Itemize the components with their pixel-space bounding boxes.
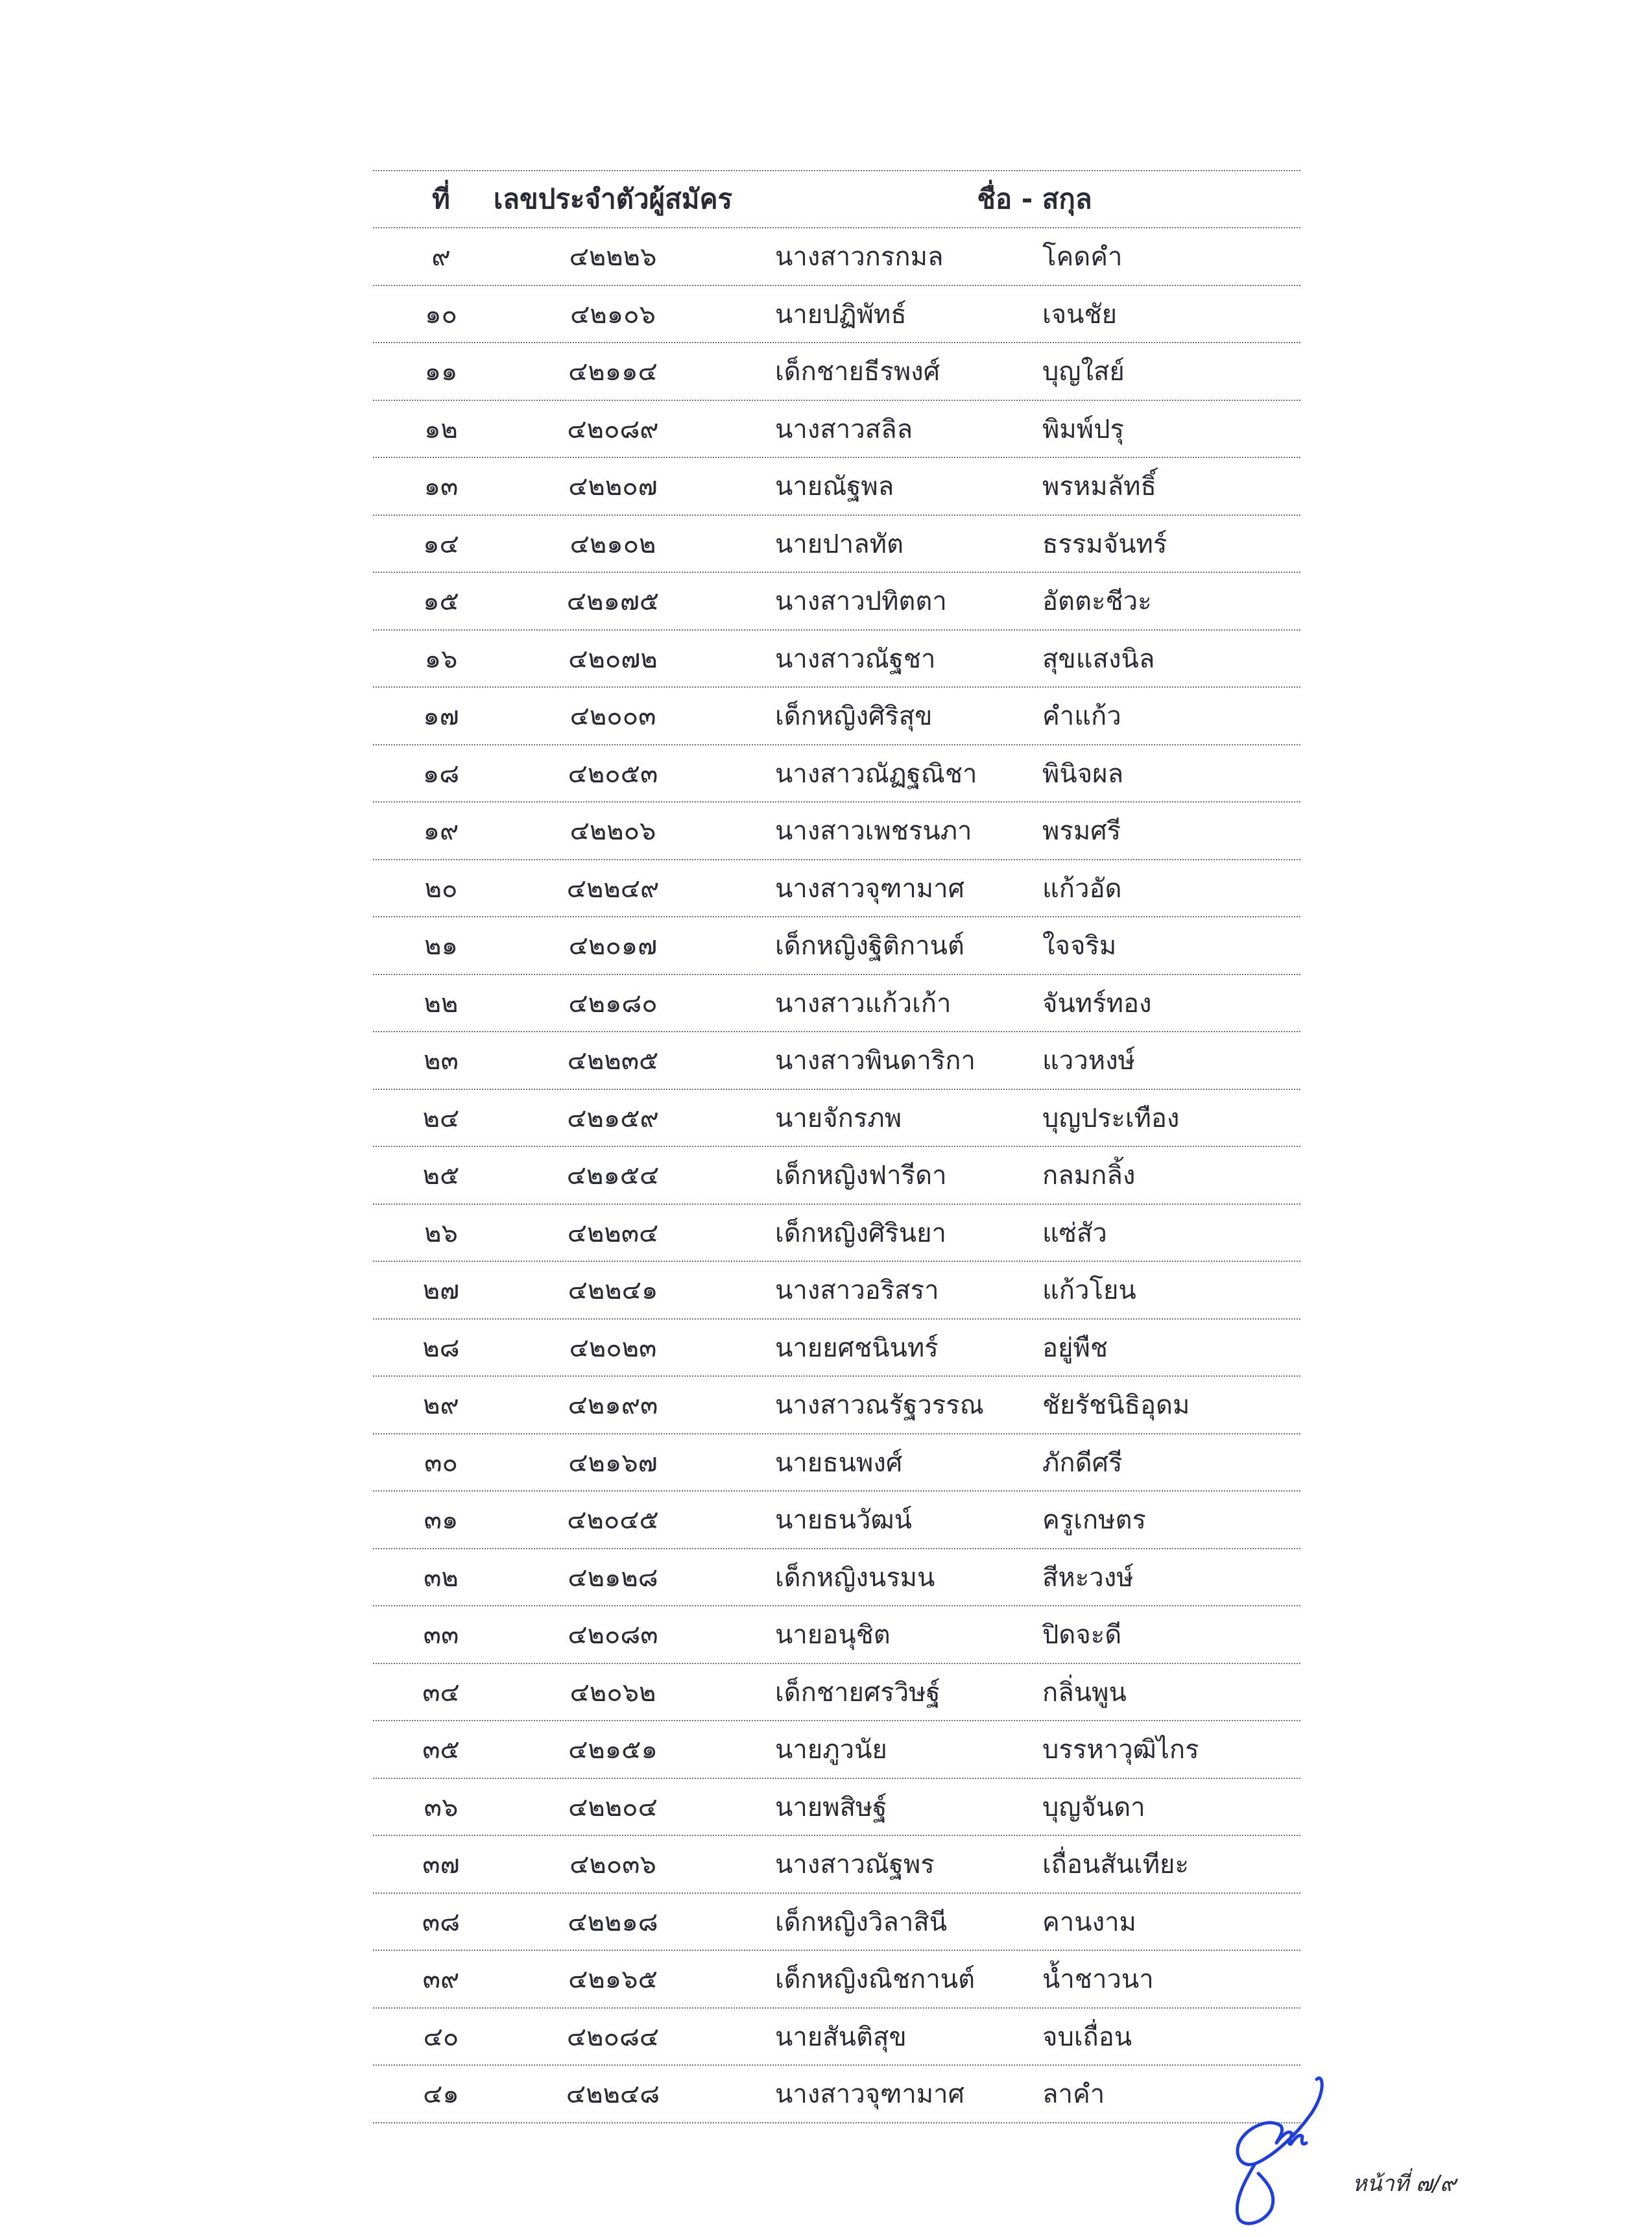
table-row [373, 401, 1300, 459]
page-number: หน้าที่ ๗/๙ [1352, 2171, 1456, 2197]
row-applicant-id: ๔๒๑๘๐ [568, 988, 658, 1019]
row-first-name: นายธนวัฒน์ [775, 1505, 912, 1536]
row-first-name: นางสาวแก้วเก้า [775, 988, 952, 1019]
row-last-name: พิมพ์ปรุ [1042, 414, 1124, 444]
row-last-name: แววหงษ์ [1042, 1046, 1135, 1076]
row-last-name: อยู่พืช [1042, 1333, 1108, 1363]
table-row [373, 1836, 1300, 1894]
table-row [373, 1951, 1300, 2009]
row-applicant-id: ๔๒๑๑๔ [568, 357, 658, 387]
row-first-name: นายธนพงศ์ [775, 1447, 903, 1478]
row-last-name: น้ำชาวนา [1042, 1965, 1154, 1995]
row-first-name: นายพสิษฐ์ [775, 1792, 887, 1822]
row-first-name: เด็กหญิงณิชกานต์ [775, 1965, 976, 1995]
row-first-name: นายจักรภพ [775, 1103, 902, 1133]
row-number: ๒๒ [424, 988, 459, 1019]
table-header [373, 171, 1300, 228]
row-first-name: นางสาวณัฐพร [775, 1850, 935, 1880]
row-applicant-id: ๔๒๑๕๙ [567, 1103, 659, 1133]
row-first-name: เด็กหญิงวิลาสินี [775, 1907, 948, 1937]
row-first-name: เด็กชายศรวิษฐ์ [775, 1677, 940, 1708]
row-applicant-id: ๔๒๑๕๔ [566, 1161, 660, 1191]
row-last-name: เจนชัย [1042, 299, 1118, 330]
row-number: ๓๙ [422, 1965, 460, 1995]
row-number: ๒๔ [422, 1103, 460, 1133]
row-first-name: นางสาวจุฑามาศ [775, 873, 964, 904]
row-applicant-id: ๔๒๐๗๒ [568, 644, 658, 674]
applicant-table [373, 170, 1300, 2123]
row-applicant-id: ๔๒๐๘๓ [568, 1620, 658, 1651]
row-first-name: นางสาวจุฑามาศ [775, 2079, 964, 2110]
signature [1219, 2066, 1349, 2229]
row-last-name: ใจจริม [1042, 931, 1117, 961]
row-last-name: กลมกลิ้ง [1042, 1161, 1136, 1191]
row-last-name: คำแก้ว [1042, 701, 1121, 732]
row-applicant-id: ๔๒๑๙๓ [568, 1390, 658, 1421]
row-number: ๓๓ [423, 1620, 459, 1651]
table-row [373, 975, 1300, 1033]
table-row [373, 1032, 1300, 1090]
row-last-name: แก้วโยน [1042, 1276, 1136, 1306]
table-row [373, 1377, 1300, 1434]
row-last-name: ชัยรัชนิธิอุดม [1042, 1390, 1190, 1421]
row-first-name: เด็กหญิงฐิติกานต์ [775, 931, 964, 961]
row-first-name: นางสาวพินดาริกา [775, 1046, 976, 1076]
table-row [373, 1205, 1300, 1263]
row-number: ๒๑ [424, 931, 458, 961]
row-applicant-id: ๔๒๐๐๓ [569, 701, 656, 732]
row-applicant-id: ๔๒๐๑๗ [568, 931, 658, 961]
row-number: ๒๓ [424, 1046, 459, 1076]
table-row [373, 1664, 1300, 1722]
row-number: ๑๑ [424, 357, 458, 387]
row-applicant-id: ๔๒๒๔๑ [568, 1276, 658, 1306]
row-last-name: พรหมลัทธิ์ [1042, 472, 1156, 502]
row-applicant-id: ๔๒๐๖๒ [569, 1677, 656, 1708]
row-last-name: ลาคำ [1042, 2079, 1105, 2110]
row-first-name: เด็กชายธีรพงศ์ [775, 357, 940, 387]
row-first-name: นางสาวณัฏฐณิชา [775, 758, 977, 789]
row-first-name: นางสาวกรกมล [775, 242, 944, 272]
row-number: ๓๖ [424, 1792, 459, 1822]
row-last-name: ปิดจะดี [1042, 1620, 1122, 1651]
row-last-name: อัตตะชีวะ [1042, 586, 1152, 617]
table-row [373, 1262, 1300, 1320]
table-row [373, 458, 1300, 516]
row-first-name: นางสาวณรัฐวรรณ [775, 1390, 984, 1421]
row-last-name: บุญใสย์ [1042, 357, 1125, 387]
row-applicant-id: ๔๒๐๘๔ [566, 2022, 660, 2052]
row-number: ๑๓ [424, 472, 459, 502]
table-row [373, 803, 1300, 860]
table-row [373, 1147, 1300, 1205]
row-applicant-id: ๔๒๒๐๔ [568, 1792, 658, 1822]
table-row [373, 917, 1300, 975]
row-applicant-id: ๔๒๐๒๓ [569, 1333, 657, 1363]
row-number: ๒๘ [422, 1333, 460, 1363]
row-last-name: สุขแสงนิล [1042, 644, 1155, 674]
row-first-name: นายณัฐพล [775, 472, 894, 502]
row-last-name: กลิ่นพูน [1042, 1677, 1127, 1708]
row-number: ๓๒ [424, 1562, 459, 1593]
row-last-name: บุญจันดา [1042, 1792, 1145, 1822]
row-number: ๔๑ [423, 2079, 459, 2110]
row-last-name: พรมศรี [1042, 816, 1121, 847]
row-last-name: ธรรมจันทร์ [1042, 529, 1167, 559]
row-last-name: บรรหาวุฒิไกร [1042, 1735, 1199, 1765]
row-applicant-id: ๔๒๒๑๘ [568, 1907, 658, 1937]
table-row [373, 286, 1300, 344]
row-number: ๑๙ [423, 816, 459, 847]
row-number: ๒๖ [424, 1218, 458, 1248]
row-applicant-id: ๔๒๒๐๗ [568, 472, 658, 502]
row-last-name: ภักดีศรี [1042, 1447, 1123, 1478]
row-last-name: โคดคำ [1042, 242, 1123, 272]
row-number: ๓๘ [422, 1907, 461, 1937]
table-row [373, 516, 1300, 574]
row-last-name: คานงาม [1042, 1907, 1136, 1937]
row-first-name: นายยศชนินทร์ [775, 1333, 939, 1363]
row-number: ๑๘ [422, 758, 460, 789]
table-row [373, 631, 1300, 688]
row-first-name: นายสันติสุข [775, 2022, 907, 2052]
row-last-name: เถื่อนสันเทียะ [1042, 1850, 1189, 1880]
row-number: ๓๑ [424, 1505, 459, 1536]
row-applicant-id: ๔๒๒๓๕ [567, 1046, 659, 1076]
row-applicant-id: ๔๒๒๔๘ [566, 2079, 660, 2110]
header-applicant-id: เลขประจำตัวผู้สมัคร [493, 183, 733, 215]
row-last-name: จันทร์ทอง [1042, 988, 1152, 1019]
row-applicant-id: ๔๒๐๓๖ [569, 1850, 656, 1880]
row-number: ๑๐ [425, 299, 457, 330]
table-row [373, 688, 1300, 745]
table-row [373, 860, 1300, 918]
row-first-name: เด็กหญิงศิริสุข [775, 701, 933, 732]
row-number: ๑๖ [424, 644, 458, 674]
row-number: ๒๐ [424, 873, 458, 904]
row-number: ๑๗ [423, 701, 459, 732]
row-applicant-id: ๔๒๑๗๕ [566, 586, 660, 617]
table-row [373, 1090, 1300, 1148]
row-first-name: เด็กหญิงนรมน [775, 1562, 935, 1593]
row-first-name: นางสาวปทิตตา [775, 586, 947, 617]
row-first-name: เด็กหญิงฟารีดา [775, 1161, 947, 1191]
row-number: ๙ [431, 242, 451, 272]
row-number: ๓๐ [424, 1447, 458, 1478]
row-applicant-id: ๔๒๐๔๕ [567, 1505, 659, 1536]
row-number: ๓๔ [422, 1677, 460, 1708]
row-applicant-id: ๔๒๐๕๓ [568, 758, 658, 789]
row-first-name: นายปาลทัต [775, 529, 904, 559]
row-first-name: นางสาวณัฐชา [775, 644, 936, 674]
row-number: ๒๙ [423, 1390, 459, 1421]
row-number: ๒๕ [422, 1161, 460, 1191]
row-first-name: นางสาวอริสรา [775, 1276, 939, 1306]
row-number: ๓๕ [422, 1735, 460, 1765]
row-applicant-id: ๔๒๑๕๑ [568, 1735, 658, 1765]
row-last-name: สีหะวงษ์ [1042, 1562, 1134, 1593]
row-first-name: นายอนุชิต [775, 1620, 891, 1651]
table-row [373, 2009, 1300, 2066]
row-last-name: จบเถื่อน [1042, 2022, 1132, 2052]
header-name: ชื่อ - สกุล [977, 183, 1092, 215]
table-body [373, 228, 1300, 2123]
row-first-name: นางสาวสลิล [775, 414, 913, 444]
row-first-name: เด็กหญิงศิรินยา [775, 1218, 946, 1248]
table-row [373, 1549, 1300, 1607]
table-row [373, 1721, 1300, 1779]
row-number: ๑๒ [424, 414, 458, 444]
table-row [373, 745, 1300, 803]
row-number: ๒๗ [422, 1276, 460, 1306]
row-applicant-id: ๔๒๑๐๒ [569, 529, 656, 559]
row-applicant-id: ๔๒๑๖๕ [568, 1965, 658, 1995]
table-row [373, 573, 1300, 631]
row-applicant-id: ๔๒๒๓๔ [567, 1218, 659, 1248]
table-row [373, 2066, 1300, 2123]
row-applicant-id: ๔๒๒๒๖ [569, 242, 657, 272]
row-number: ๔๐ [423, 2022, 459, 2052]
table-row [373, 1434, 1300, 1492]
row-first-name: นางสาวเพชรนภา [775, 816, 972, 847]
table-row [373, 1492, 1300, 1549]
row-last-name: ครูเกษตร [1042, 1505, 1146, 1536]
table-row [373, 1320, 1300, 1377]
row-applicant-id: ๔๒๒๐๖ [569, 816, 656, 847]
table-row [373, 1779, 1300, 1837]
row-applicant-id: ๔๒๑๐๖ [570, 299, 656, 330]
table-row [373, 1606, 1300, 1664]
row-applicant-id: ๔๒๑๖๗ [568, 1447, 658, 1478]
row-applicant-id: ๔๒๐๘๙ [567, 414, 659, 444]
row-last-name: พินิจผล [1042, 758, 1124, 789]
row-number: ๑๔ [423, 529, 459, 559]
row-first-name: นายปฏิพัทธ์ [775, 299, 907, 330]
row-last-name: แซ่สัว [1042, 1218, 1107, 1248]
row-applicant-id: ๔๒๒๔๙ [566, 873, 660, 904]
header-no: ที่ [432, 183, 450, 215]
row-number: ๑๕ [423, 586, 459, 617]
table-row [373, 343, 1300, 401]
table-row [373, 1894, 1300, 1952]
row-last-name: แก้วอัด [1042, 873, 1122, 904]
row-last-name: บุญประเทือง [1042, 1103, 1180, 1133]
table-row [373, 228, 1300, 286]
row-first-name: นายภูวนัย [775, 1735, 887, 1765]
row-number: ๓๗ [422, 1850, 460, 1880]
row-applicant-id: ๔๒๑๒๘ [568, 1562, 658, 1593]
